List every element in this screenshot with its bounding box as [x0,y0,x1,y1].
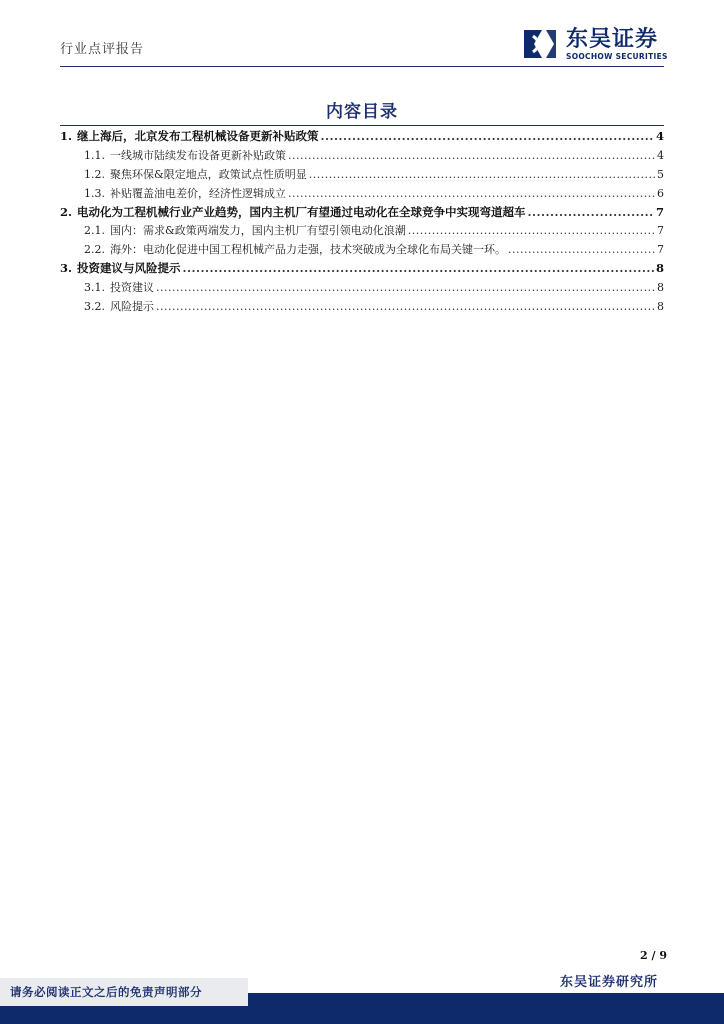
toc-title: 内容目录 [326,102,398,122]
toc-entry[interactable] [60,298,664,317]
toc-entry-text: 风险提示 [110,300,154,314]
toc-entry-number: 3.1. [84,281,105,295]
toc-entry-page: 8 [657,281,664,295]
page-indicator: 2 / 9 [640,949,667,962]
toc-entry-page: 6 [657,186,664,200]
toc-entry[interactable] [60,166,664,185]
table-of-contents [60,128,664,317]
toc-entry-number: 2.1. [84,224,105,238]
toc-leader-dots [309,168,655,181]
toc-entry[interactable] [60,222,664,241]
toc-entry[interactable] [60,128,664,147]
toc-leader-dots [321,129,654,143]
toc-entry-page: 7 [657,224,664,238]
toc-entry-text: 国内：需求&政策两端发力，国内主机厂有望引领电动化浪潮 [110,224,406,238]
toc-entry-page: 7 [655,204,664,219]
toc-entry-text: 聚焦环保&限定地点，政策试点性质明显 [110,167,307,181]
toc-entry-page: 4 [657,148,664,162]
disclaimer-text: 请务必阅读正文之后的免责声明部分 [10,985,202,999]
toc-entry[interactable] [60,147,664,166]
company-logo [520,26,668,62]
toc-entry-page: 7 [657,243,664,257]
footer-org-name: 东吴证券研究所 [560,975,659,990]
toc-entry-text: 补贴覆盖油电差价，经济性逻辑成立 [110,186,286,200]
toc-leader-dots [156,281,655,294]
toc-leader-dots [508,243,655,256]
toc-entry-number: 1.1. [84,148,105,162]
toc-entry-page: 4 [655,129,664,143]
toc-entry-number: 1.3. [84,186,105,200]
header-divider [60,66,664,67]
soochow-logo-icon [520,26,560,62]
toc-leader-dots [156,300,655,313]
toc-leader-dots [288,149,655,162]
toc-entry-text: 继上海后，北京发布工程机械设备更新补贴政策 [77,129,319,143]
toc-leader-dots [528,205,654,219]
report-type-label: 行业点评报告 [60,42,145,57]
toc-entry[interactable] [60,241,664,260]
toc-leader-dots [288,187,655,200]
disclaimer-banner [0,978,248,1006]
toc-entry[interactable] [60,279,664,298]
toc-entry-page: 5 [657,167,664,181]
toc-leader-dots [408,224,655,237]
toc-entry-text: 海外：电动化促进中国工程机械产品力走强，技术突破成为全球化布局关键一环。 [110,243,506,257]
toc-entry[interactable] [60,204,664,223]
toc-entry-number: 1. [60,129,73,143]
toc-entry-page: 8 [655,261,664,276]
toc-entry[interactable] [60,185,664,204]
toc-leader-dots [183,261,654,275]
toc-entry-text: 投资建议 [110,281,154,295]
toc-entry-number: 3.2. [84,300,105,314]
toc-title-divider [60,125,664,126]
toc-entry[interactable] [60,260,664,279]
logo-name-cn: 东吴证券 [566,26,659,52]
toc-entry-text: 投资建议与风险提示 [77,261,181,276]
toc-entry-text: 电动化为工程机械行业产业趋势，国内主机厂有望通过电动化在全球竞争中实现弯道超车 [77,204,526,219]
logo-name-en: SOOCHOW SECURITIES [566,51,668,61]
toc-entry-number: 2. [60,204,73,219]
toc-entry-number: 1.2. [84,167,105,181]
toc-entry-number: 2.2. [84,243,105,257]
toc-entry-text: 一线城市陆续发布设备更新补贴政策 [110,148,286,162]
toc-entry-page: 8 [657,300,664,314]
toc-entry-number: 3. [60,261,73,276]
